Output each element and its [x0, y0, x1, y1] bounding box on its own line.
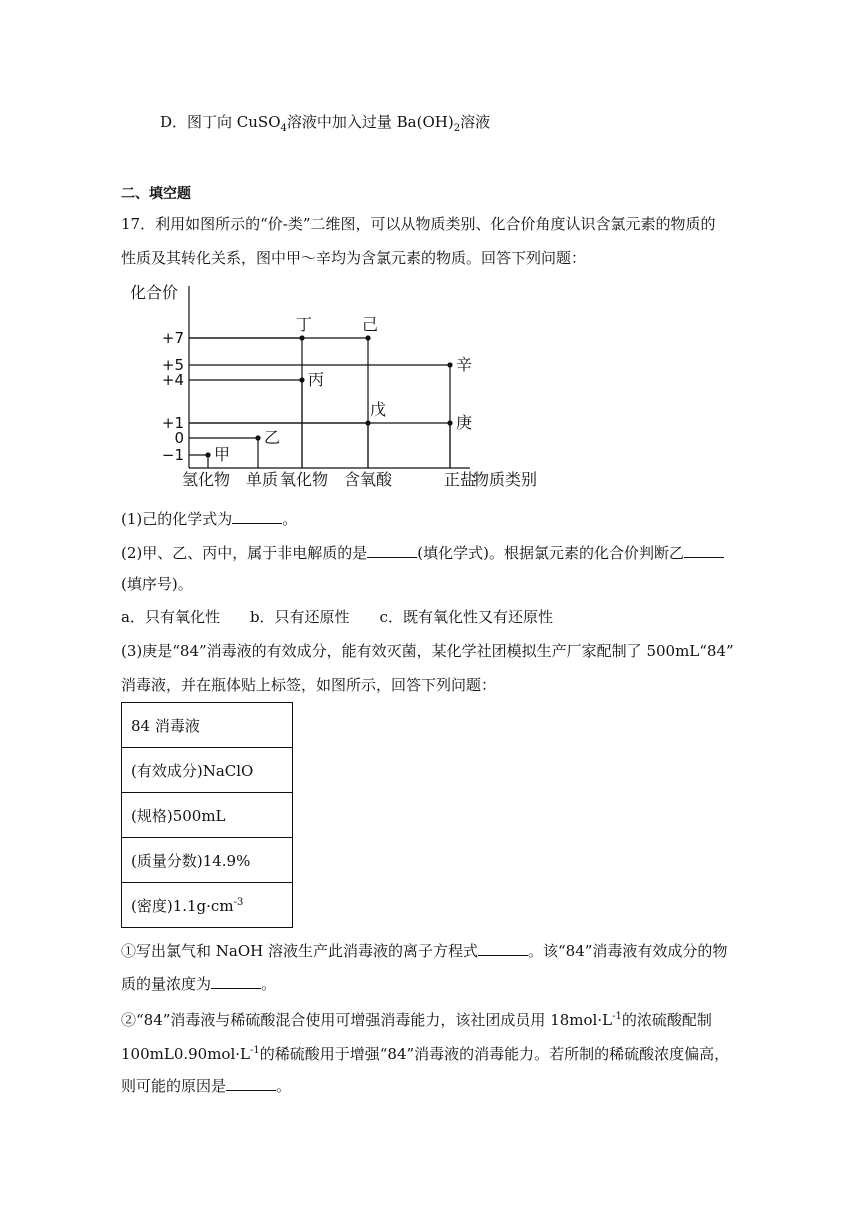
label-mass-fraction: (质量分数)14.9%: [122, 838, 293, 883]
y-axis-title: 化合价: [130, 283, 179, 302]
answer-blank: [684, 542, 724, 558]
label-density: (密度)$1.1g\cdot cm^{-3}$: [122, 883, 293, 928]
x-category-label: 单质: [245, 470, 279, 489]
y-tick-label: +4: [161, 371, 184, 389]
q17-intro-line1: 17．利用如图所示的“价-类”二维图，可以从物质类别、化合价角度认识含氯元素的物质的: [121, 215, 716, 233]
q17-sub2-line3: 则可能的原因是 。: [121, 1077, 292, 1095]
section-title: 二、填空题: [121, 186, 191, 202]
label-volume: (规格)500mL: [122, 793, 293, 838]
label-ingredient: (有效成分)NaClO: [122, 748, 293, 793]
x-category-label: 氧化物: [279, 470, 329, 489]
point-label: 戊: [370, 400, 387, 419]
y-tick-label: 0: [174, 429, 184, 447]
q17-part2-cont: (填序号)。: [121, 575, 193, 593]
point-戊: [365, 420, 370, 425]
point-庚: [447, 420, 452, 425]
answer-blank: [478, 940, 528, 956]
x-axis-title: 物质类别: [473, 470, 538, 489]
q17-part1: (1)己的化学式为 。: [121, 510, 298, 528]
answer-blank: [211, 973, 261, 989]
point-label: 甲: [214, 445, 231, 464]
point-label: 辛: [456, 355, 473, 374]
y-tick-label: +5: [161, 356, 184, 374]
point-乙: [255, 435, 260, 440]
point-label: 乙: [264, 428, 281, 447]
point-丙: [299, 377, 304, 382]
point-丁: [299, 335, 304, 340]
x-category-label: 氢化物: [181, 470, 231, 489]
x-category-label: 正盐: [443, 470, 477, 489]
x-category-label: 含氧酸: [343, 470, 393, 489]
q17-sub2-line1: ②“84”消毒液与稀硫酸混合使用可增强消毒能力，该社团成员用 $18mol\cdot L^{-1}$的浓硫酸配制: [121, 1011, 712, 1029]
option-d: D．图丁向 CuSO$_4$溶液中加入过量 $Ba(OH)_2$溶液: [160, 113, 491, 134]
y-tick-label: +7: [161, 329, 184, 347]
point-label: 庚: [456, 413, 473, 432]
point-己: [365, 335, 370, 340]
point-甲: [205, 452, 210, 457]
answer-blank: [367, 542, 417, 558]
point-label: 丙: [308, 370, 325, 389]
answer-blank: [232, 508, 282, 524]
q17-sub1-line2: 质的量浓度为 。: [121, 975, 277, 993]
answer-blank: [226, 1075, 276, 1091]
valence-class-chart: [120, 280, 560, 496]
q17-options: a．只有氧化性 b．只有还原性 c．既有氧化性又有还原性: [121, 608, 553, 626]
label-name: 84 消毒液: [122, 703, 293, 748]
q17-part2: (2)甲、乙、丙中，属于非电解质的是 (填化学式)。根据氯元素的化合价判断乙: [121, 542, 724, 563]
point-label: 己: [362, 315, 379, 334]
bottle-label: [121, 702, 293, 928]
q17-sub2-line2: $100mL0.90mol\cdot L^{-1}$的稀硫酸用于增强“84”消毒液的消毒能力。若所制的稀硫酸浓度偏高，: [121, 1045, 730, 1063]
q17-part3-line1: (3)庚是“84”消毒液的有效成分，能有效灭菌，某化学社团模拟生产厂家配制了 500mL“84”: [121, 642, 734, 660]
point-label: 丁: [296, 315, 313, 334]
y-tick-label: −1: [161, 446, 184, 464]
q17-intro-line2: 性质及其转化关系，图中甲～辛均为含氯元素的物质。回答下列问题：: [121, 249, 587, 267]
q17-sub1-line1: ①写出氯气和 NaOH 溶液生产此消毒液的离子方程式 。该“84”消毒液有效成分的物: [121, 942, 728, 960]
y-tick-label: +1: [161, 414, 184, 432]
point-辛: [447, 362, 452, 367]
q17-part3-line2: 消毒液，并在瓶体贴上标签，如图所示，回答下列问题：: [121, 676, 497, 694]
